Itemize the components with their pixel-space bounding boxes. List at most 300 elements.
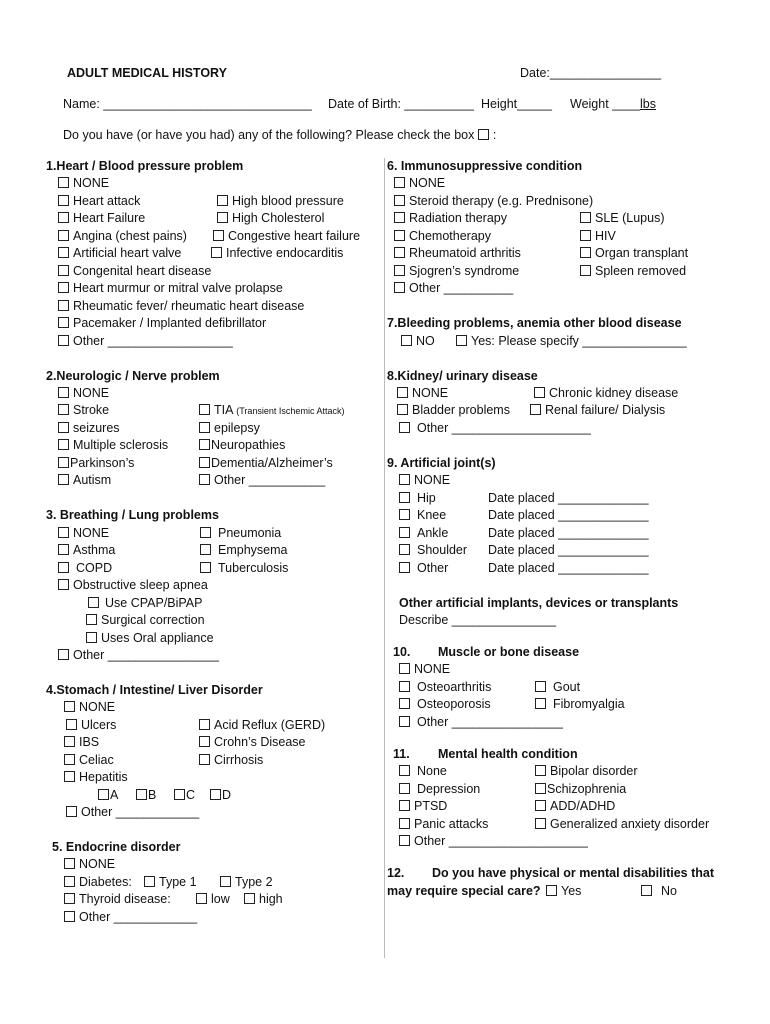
- s5-type1[interactable]: [144, 875, 197, 890]
- checkbox-icon[interactable]: [199, 457, 210, 468]
- checkbox-icon[interactable]: [394, 247, 405, 258]
- s5-low[interactable]: [196, 892, 230, 907]
- checkbox-icon[interactable]: [144, 876, 155, 887]
- s2-neuropathies[interactable]: [199, 438, 285, 453]
- label: Sjogren’s syndrome: [409, 264, 520, 278]
- s4-ibs[interactable]: [64, 735, 99, 750]
- dob-field[interactable]: Date of Birth: __________: [328, 97, 474, 111]
- s6-sle[interactable]: [580, 211, 664, 226]
- s3-asthma[interactable]: [58, 543, 115, 558]
- checkbox-icon[interactable]: [535, 783, 546, 794]
- s10-number: 10.: [393, 645, 411, 659]
- s5-thyroid[interactable]: [64, 892, 171, 907]
- label: NO: [416, 334, 435, 348]
- label: Renal failure/ Dialysis: [545, 403, 666, 417]
- checkbox-icon[interactable]: [641, 885, 652, 896]
- checkbox-icon[interactable]: [399, 474, 410, 485]
- s5-other[interactable]: [64, 910, 197, 925]
- checkbox-icon[interactable]: [210, 789, 221, 800]
- s3-emphysema[interactable]: [200, 543, 287, 558]
- weight-unit: lbs: [639, 97, 656, 111]
- label: Chemotherapy: [409, 229, 491, 243]
- s4-hep-d[interactable]: [210, 788, 231, 803]
- intro-text: Do you have (or have you had) any of the following? Please check the box: [63, 128, 475, 142]
- label: Osteoarthritis: [417, 680, 492, 694]
- label: Surgical correction: [101, 613, 205, 627]
- checkbox-icon[interactable]: [546, 885, 557, 896]
- label: None: [417, 764, 447, 778]
- label: Shoulder: [417, 543, 468, 557]
- s10-none[interactable]: [399, 662, 450, 677]
- checkbox-icon: [478, 129, 489, 140]
- checkbox-icon[interactable]: [64, 893, 75, 904]
- label: Knee: [417, 508, 447, 522]
- label: epilepsy: [214, 421, 260, 435]
- s8-none[interactable]: [397, 386, 448, 401]
- s3-copd[interactable]: [58, 561, 112, 576]
- s2-seizures[interactable]: [58, 421, 120, 436]
- checkbox-icon[interactable]: [580, 212, 591, 223]
- checkbox-icon[interactable]: [535, 698, 546, 709]
- s8-other[interactable]: [399, 421, 591, 436]
- label: Tuberculosis: [218, 561, 289, 575]
- s3-cpap[interactable]: [88, 596, 203, 611]
- label: NONE: [79, 700, 116, 714]
- s9-other-date[interactable]: Date placed _____________: [488, 561, 649, 575]
- checkbox-icon[interactable]: [217, 195, 228, 206]
- label: No: [661, 884, 677, 898]
- s2-parkinsons[interactable]: [58, 456, 134, 471]
- s12-number: 12.: [387, 866, 405, 880]
- label: high: [259, 892, 283, 906]
- checkbox-icon[interactable]: [58, 300, 69, 311]
- s10-heading: Muscle or bone disease: [438, 645, 580, 659]
- checkbox-icon[interactable]: [399, 698, 410, 709]
- checkbox-icon[interactable]: [64, 771, 75, 782]
- s1-other[interactable]: [58, 334, 233, 349]
- label: Other ____________________: [414, 834, 588, 848]
- s11-panic[interactable]: [399, 817, 488, 832]
- s9-ankle-date[interactable]: Date placed _____________: [488, 526, 649, 540]
- checkbox-icon[interactable]: [211, 247, 222, 258]
- s3-other[interactable]: [58, 648, 219, 663]
- label: Use CPAP/BiPAP: [105, 596, 203, 610]
- checkbox-icon[interactable]: [401, 335, 412, 346]
- label: High blood pressure: [232, 194, 344, 208]
- s5-high[interactable]: [244, 892, 283, 907]
- label: Emphysema: [218, 543, 288, 557]
- height-field[interactable]: Height_____: [481, 97, 552, 111]
- label: Type 1: [159, 875, 197, 889]
- s1-none[interactable]: [58, 176, 109, 191]
- checkbox-icon[interactable]: [199, 404, 210, 415]
- s3-heading: 3. Breathing / Lung problems: [46, 508, 219, 522]
- label: Heart Failure: [73, 211, 146, 225]
- s10-fibro[interactable]: [535, 697, 625, 712]
- checkbox-icon[interactable]: [200, 527, 211, 538]
- name-field[interactable]: Name: ______________________________: [63, 97, 312, 111]
- label: Pacemaker / Implanted defibrillator: [73, 316, 267, 330]
- checkbox-icon[interactable]: [58, 649, 69, 660]
- s6-radiation[interactable]: [394, 211, 507, 226]
- s6-steroid[interactable]: [394, 194, 593, 209]
- checkbox-icon[interactable]: [399, 818, 410, 829]
- label: NONE: [73, 526, 110, 540]
- label: NONE: [79, 857, 116, 871]
- checkbox-icon[interactable]: [199, 719, 210, 730]
- checkbox-icon[interactable]: [530, 404, 541, 415]
- s1-artificial-valve[interactable]: [58, 246, 181, 261]
- s10-gout[interactable]: [535, 680, 580, 695]
- label: Bladder problems: [412, 403, 510, 417]
- s3-oral[interactable]: [86, 631, 214, 646]
- checkbox-icon[interactable]: [394, 195, 405, 206]
- s2-none[interactable]: [58, 386, 109, 401]
- checkbox-icon[interactable]: [394, 282, 405, 293]
- s5-diabetes[interactable]: [64, 875, 132, 890]
- s1-murmur[interactable]: [58, 281, 283, 296]
- s4-none[interactable]: [64, 700, 115, 715]
- s1-rheumatic[interactable]: [58, 299, 304, 314]
- checkbox-icon[interactable]: [399, 800, 410, 811]
- checkbox-icon[interactable]: [394, 230, 405, 241]
- s11-bipolar[interactable]: [535, 764, 638, 779]
- label: Cirrhosis: [214, 753, 264, 767]
- checkbox-icon[interactable]: [580, 247, 591, 258]
- s6-other[interactable]: [394, 281, 513, 296]
- s2-epilepsy[interactable]: [199, 421, 260, 436]
- label: Congestive heart failure: [228, 229, 361, 243]
- s2-heading: 2.Neurologic / Nerve problem: [46, 369, 220, 383]
- checkbox-icon[interactable]: [64, 858, 75, 869]
- weight-label: Weight ____: [570, 97, 640, 111]
- checkbox-icon[interactable]: [64, 911, 75, 922]
- checkbox-icon[interactable]: [58, 544, 69, 555]
- checkbox-icon[interactable]: [399, 835, 410, 846]
- column-divider: [384, 158, 385, 958]
- s6-spleen[interactable]: [580, 264, 686, 279]
- checkbox-icon[interactable]: [200, 544, 211, 555]
- checkbox-icon[interactable]: [199, 474, 210, 485]
- s4-celiac[interactable]: [64, 753, 114, 768]
- checkbox-icon[interactable]: [199, 736, 210, 747]
- label: Chronic kidney disease: [549, 386, 679, 400]
- checkbox-icon[interactable]: [580, 265, 591, 276]
- checkbox-icon[interactable]: [456, 335, 467, 346]
- s9-hip-date[interactable]: Date placed _____________: [488, 491, 649, 505]
- label: D: [222, 788, 232, 802]
- s12-heading-line2: may require special care?: [387, 884, 541, 898]
- label: Artificial heart valve: [73, 246, 182, 260]
- label: Hip: [417, 491, 436, 505]
- s3-none[interactable]: [58, 526, 109, 541]
- intro-colon: :: [492, 128, 497, 142]
- checkbox-icon[interactable]: [199, 422, 210, 433]
- checkbox-icon[interactable]: [397, 387, 408, 398]
- label: NONE: [73, 386, 110, 400]
- label: Stroke: [73, 403, 110, 417]
- checkbox-icon[interactable]: [535, 765, 546, 776]
- s1-endocarditis[interactable]: [211, 246, 343, 261]
- s7-heading: 7.Bleeding problems, anemia other blood disease: [387, 316, 682, 330]
- s4-gerd[interactable]: [199, 718, 325, 733]
- s11-adhd[interactable]: [535, 799, 615, 814]
- checkbox-icon[interactable]: [88, 597, 99, 608]
- checkbox-icon[interactable]: [199, 754, 210, 765]
- checkbox-icon[interactable]: [394, 265, 405, 276]
- label: Other __________: [409, 281, 514, 295]
- checkbox-icon[interactable]: [64, 736, 75, 747]
- s1-heart-failure[interactable]: [58, 211, 145, 226]
- checkbox-icon[interactable]: [399, 765, 410, 776]
- s4-heading: 4.Stomach / Intestine/ Liver Disorder: [46, 683, 263, 697]
- label: Fibromyalgia: [553, 697, 625, 711]
- checkbox-icon[interactable]: [58, 230, 69, 241]
- s6-chemo[interactable]: [394, 229, 491, 244]
- checkbox-icon[interactable]: [399, 783, 410, 794]
- s10-osteoporosis[interactable]: [399, 697, 491, 712]
- checkbox-icon[interactable]: [244, 893, 255, 904]
- s11-gad[interactable]: [535, 817, 709, 832]
- checkbox-icon[interactable]: [399, 716, 410, 727]
- s1-heading: 1.Heart / Blood pressure problem: [46, 159, 244, 173]
- s9-shoulder-date[interactable]: Date placed _____________: [488, 543, 649, 557]
- s4-crohns[interactable]: [199, 735, 305, 750]
- label: low: [211, 892, 230, 906]
- label: Celiac: [79, 753, 114, 767]
- s1-high-cholesterol[interactable]: [217, 211, 324, 226]
- s2-autism[interactable]: [58, 473, 111, 488]
- label: Yes: [561, 884, 582, 898]
- s11-none[interactable]: [399, 764, 447, 779]
- s9-none[interactable]: [399, 473, 450, 488]
- label: Multiple sclerosis: [73, 438, 169, 452]
- label: Acid Reflux (GERD): [214, 718, 326, 732]
- checkbox-icon[interactable]: [58, 579, 69, 590]
- checkbox-icon[interactable]: [86, 632, 97, 643]
- s4-hepatitis[interactable]: [64, 770, 128, 785]
- checkbox-icon[interactable]: [58, 527, 69, 538]
- s6-ra[interactable]: [394, 246, 521, 261]
- s11-depression[interactable]: [399, 782, 480, 797]
- checkbox-icon[interactable]: [58, 195, 69, 206]
- checkbox-icon[interactable]: [58, 422, 69, 433]
- label: Radiation therapy: [409, 211, 507, 225]
- s11-other[interactable]: [399, 834, 588, 849]
- s12-heading: Do you have physical or mental disabilities that: [432, 866, 715, 880]
- implants-describe-field[interactable]: Describe _______________: [399, 613, 557, 627]
- s12-no[interactable]: [641, 884, 677, 899]
- checkbox-icon[interactable]: [64, 876, 75, 887]
- s6-hiv[interactable]: [580, 229, 616, 244]
- instructions: [63, 128, 496, 143]
- checkbox-icon[interactable]: [399, 509, 410, 520]
- checkbox-icon[interactable]: [580, 230, 591, 241]
- checkbox-icon[interactable]: [535, 800, 546, 811]
- label: Other __________________: [73, 334, 233, 348]
- s2-stroke[interactable]: [58, 403, 109, 418]
- s4-ulcers[interactable]: [66, 718, 116, 733]
- label: High Cholesterol: [232, 211, 325, 225]
- s3-tb[interactable]: [200, 561, 288, 576]
- checkbox-icon[interactable]: [399, 663, 410, 674]
- s8-bladder[interactable]: [397, 403, 510, 418]
- checkbox-icon[interactable]: [399, 422, 410, 433]
- s1-heart-attack[interactable]: [58, 194, 140, 209]
- s9-shoulder[interactable]: [399, 543, 467, 558]
- s5-type2[interactable]: [220, 875, 273, 890]
- s11-ptsd[interactable]: [399, 799, 447, 814]
- s1-chf[interactable]: [213, 229, 360, 244]
- label: Angina (chest pains): [73, 229, 187, 243]
- label: Crohn’s Disease: [214, 735, 306, 749]
- label: Other ________________: [73, 648, 219, 662]
- checkbox-icon[interactable]: [200, 562, 211, 573]
- label: NONE: [73, 176, 110, 190]
- checkbox-icon[interactable]: [399, 562, 410, 573]
- checkbox-icon[interactable]: [58, 439, 69, 450]
- checkbox-icon[interactable]: [196, 893, 207, 904]
- checkbox-icon[interactable]: [58, 247, 69, 258]
- checkbox-icon[interactable]: [136, 789, 147, 800]
- checkbox-icon[interactable]: [98, 789, 109, 800]
- s6-none[interactable]: [394, 176, 445, 191]
- s6-sjogren[interactable]: [394, 264, 519, 279]
- checkbox-icon[interactable]: [58, 317, 69, 328]
- s4-hep-c[interactable]: [174, 788, 195, 803]
- checkbox-icon[interactable]: [394, 177, 405, 188]
- s9-knee[interactable]: [399, 508, 446, 523]
- label: Neuropathies: [211, 438, 286, 452]
- s7-yes[interactable]: [456, 334, 687, 349]
- s11-schizo[interactable]: [535, 782, 626, 797]
- form-title: ADULT MEDICAL HISTORY: [67, 66, 227, 80]
- checkbox-icon[interactable]: [399, 681, 410, 692]
- checkbox-icon[interactable]: [399, 527, 410, 538]
- checkbox-icon[interactable]: [66, 806, 77, 817]
- label: Autism: [73, 473, 112, 487]
- checkbox-icon[interactable]: [58, 404, 69, 415]
- s4-other[interactable]: [66, 805, 199, 820]
- label: C: [186, 788, 196, 802]
- label: NONE: [414, 473, 451, 487]
- label: NONE: [412, 386, 449, 400]
- s9-other[interactable]: [399, 561, 448, 576]
- checkbox-icon[interactable]: [58, 265, 69, 276]
- label: Infective endocarditis: [226, 246, 344, 260]
- checkbox-icon[interactable]: [397, 404, 408, 415]
- label: SLE (Lupus): [595, 211, 665, 225]
- checkbox-icon[interactable]: [58, 212, 69, 223]
- s5-none[interactable]: [64, 857, 115, 872]
- label: Gout: [553, 680, 581, 694]
- s1-congenital[interactable]: [58, 264, 211, 279]
- s3-osa[interactable]: [58, 578, 208, 593]
- s3-surgical[interactable]: [86, 613, 205, 628]
- s4-hep-b[interactable]: [136, 788, 156, 803]
- s3-pneumonia[interactable]: [200, 526, 281, 541]
- s6-organ[interactable]: [580, 246, 688, 261]
- checkbox-icon[interactable]: [174, 789, 185, 800]
- label: Schizophrenia: [547, 782, 627, 796]
- label: Ankle: [417, 526, 449, 540]
- checkbox-icon[interactable]: [86, 614, 97, 625]
- weight-field[interactable]: [570, 97, 656, 112]
- label: seizures: [73, 421, 120, 435]
- checkbox-icon[interactable]: [535, 818, 546, 829]
- checkbox-icon[interactable]: [220, 876, 231, 887]
- checkbox-icon[interactable]: [58, 457, 69, 468]
- s10-oa[interactable]: [399, 680, 491, 695]
- checkbox-icon[interactable]: [58, 177, 69, 188]
- checkbox-icon[interactable]: [64, 701, 75, 712]
- s2-other[interactable]: [199, 473, 325, 488]
- s9-knee-date[interactable]: Date placed _____________: [488, 508, 649, 522]
- checkbox-icon[interactable]: [535, 681, 546, 692]
- label: Asthma: [73, 543, 116, 557]
- s8-renal[interactable]: [530, 403, 665, 418]
- label: NONE: [414, 662, 451, 676]
- checkbox-icon[interactable]: [394, 212, 405, 223]
- s1-pacemaker[interactable]: [58, 316, 266, 331]
- s2-tia[interactable]: [199, 403, 344, 419]
- label: Yes: Please specify _______________: [471, 334, 687, 348]
- checkbox-icon[interactable]: [199, 439, 210, 450]
- checkbox-icon[interactable]: [58, 335, 69, 346]
- label: Pneumonia: [218, 526, 282, 540]
- label: TIA: [214, 403, 233, 417]
- label: Other ____________: [81, 805, 200, 819]
- checkbox-icon[interactable]: [217, 212, 228, 223]
- s1-angina[interactable]: [58, 229, 187, 244]
- label: Parkinson’s: [70, 456, 135, 470]
- label: Steroid therapy (e.g. Prednisone): [409, 194, 594, 208]
- label: Other ____________: [79, 910, 198, 924]
- s9-ankle[interactable]: [399, 526, 448, 541]
- implants-heading: Other artificial implants, devices or transplants: [399, 596, 679, 610]
- label: COPD: [76, 561, 113, 575]
- label: Generalized anxiety disorder: [550, 817, 710, 831]
- label: Type 2: [235, 875, 273, 889]
- checkbox-icon[interactable]: [213, 230, 224, 241]
- s4-cirrhosis[interactable]: [199, 753, 263, 768]
- checkbox-icon[interactable]: [64, 754, 75, 765]
- checkbox-icon[interactable]: [399, 492, 410, 503]
- date-field[interactable]: Date:________________: [520, 66, 662, 80]
- s4-hep-a[interactable]: [98, 788, 118, 803]
- label: Obstructive sleep apnea: [73, 578, 208, 592]
- s7-no[interactable]: [401, 334, 435, 349]
- checkbox-icon[interactable]: [58, 282, 69, 293]
- checkbox-icon[interactable]: [58, 387, 69, 398]
- s1-high-bp[interactable]: [217, 194, 344, 209]
- label: HIV: [595, 229, 616, 243]
- checkbox-icon[interactable]: [534, 387, 545, 398]
- checkbox-icon[interactable]: [66, 719, 77, 730]
- label: Other: [417, 561, 449, 575]
- s8-ckd[interactable]: [534, 386, 678, 401]
- s10-other[interactable]: [399, 715, 563, 730]
- checkbox-icon[interactable]: [58, 474, 69, 485]
- checkbox-icon[interactable]: [399, 544, 410, 555]
- label: Rheumatoid arthritis: [409, 246, 521, 260]
- s2-dementia[interactable]: [199, 456, 333, 471]
- checkbox-icon[interactable]: [58, 562, 69, 573]
- s11-heading: Mental health condition: [438, 747, 578, 761]
- s9-hip[interactable]: [399, 491, 436, 506]
- s12-yes[interactable]: [546, 884, 581, 899]
- s2-ms[interactable]: [58, 438, 168, 453]
